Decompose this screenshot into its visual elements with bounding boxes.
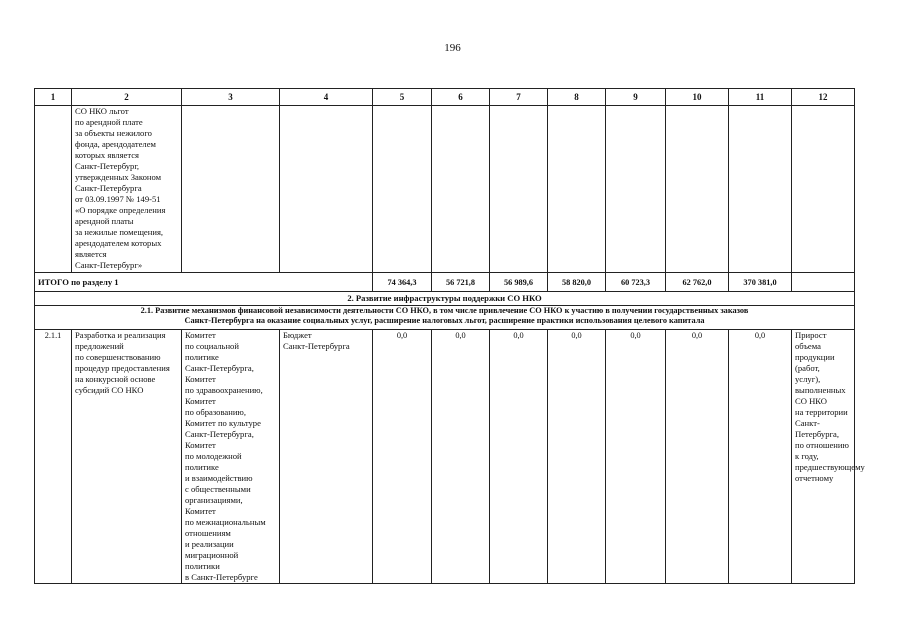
cell-empty <box>35 106 72 273</box>
total-label: ИТОГО по разделу 1 <box>35 273 373 292</box>
cell-empty <box>729 106 792 273</box>
total-value: 62 762,0 <box>666 273 729 292</box>
total-row <box>35 273 855 292</box>
cell-empty <box>490 106 548 273</box>
cell-empty <box>280 106 373 273</box>
cell-empty <box>792 273 855 292</box>
header-cell: 11 <box>729 89 792 106</box>
subsection-title: 2.1. Развитие механизмов финансовой независимости деятельности СО НКО, в том числе привлечение СО НКО к участию в получении государственных заказов Санкт-Петербурга на оказание социальных услуг, расширение налоговых льгот, расширение практики использования целевого капитала <box>35 306 855 330</box>
cell-empty <box>666 106 729 273</box>
section-title: 2. Развитие инфраструктуры поддержки СО НКО <box>35 292 855 306</box>
total-value: 58 820,0 <box>548 273 606 292</box>
year-value: 0,0 <box>548 330 606 584</box>
header-row <box>35 89 855 106</box>
section-row <box>35 292 855 306</box>
header-cell: 7 <box>490 89 548 106</box>
funding-source: Бюджет Санкт-Петербурга <box>280 330 373 584</box>
total-value: 56 721,8 <box>432 273 490 292</box>
total-value: 74 364,3 <box>373 273 432 292</box>
measure-name: Разработка и реализация предложений по совершенствованию процедур предоставления на конкурсной основе субсидий СО НКО <box>72 330 182 584</box>
cell-empty <box>373 106 432 273</box>
total-value: 60 723,3 <box>606 273 666 292</box>
header-cell: 5 <box>373 89 432 106</box>
header-cell: 8 <box>548 89 606 106</box>
continued-row <box>35 106 855 273</box>
header-cell: 12 <box>792 89 855 106</box>
header-cell: 1 <box>35 89 72 106</box>
total-value: 370 381,0 <box>729 273 792 292</box>
continued-name-cell: СО НКО льгот по арендной плате за объекты нежилого фонда, арендодателем которых является Санкт-Петербург, утвержденных Законом Санкт-Петербурга от 03.09.1997 № 149-51 «О порядке определения арендной платы за нежилые помещения, арендодателем которых является Санкт-Петербург» <box>72 106 182 273</box>
year-value: 0,0 <box>432 330 490 584</box>
page-number: 196 <box>444 42 461 54</box>
row-number: 2.1.1 <box>35 330 72 584</box>
header-cell: 6 <box>432 89 490 106</box>
header-cell: 4 <box>280 89 373 106</box>
cell-empty <box>182 106 280 273</box>
cell-empty <box>606 106 666 273</box>
header-cell: 9 <box>606 89 666 106</box>
header-cell: 2 <box>72 89 182 106</box>
row-2-1-1 <box>35 330 855 584</box>
year-value: 0,0 <box>729 330 792 584</box>
header-cell: 10 <box>666 89 729 106</box>
year-value: 0,0 <box>606 330 666 584</box>
program-table <box>34 88 865 584</box>
header-cell: 3 <box>182 89 280 106</box>
year-value: 0,0 <box>666 330 729 584</box>
executors: Комитет по социальной политике Санкт-Петербурга, Комитет по здравоохранению, Комитет по образованию, Комитет по культуре Санкт-Петербурга, Комитет по молодежной политике и взаимодействию с общественными организациями, Комитет по межнациональным отношениям и реализации миграционной политики в Санкт-Петербурге <box>182 330 280 584</box>
subsection-row <box>35 306 855 330</box>
expected-result: Прирост объема продукции (работ, услуг), выполненных СО НКО на территории Санкт-Петербурга, по отношению к году, предшествующему отчетному <box>792 330 855 584</box>
cell-empty <box>548 106 606 273</box>
year-value: 0,0 <box>490 330 548 584</box>
year-value: 0,0 <box>373 330 432 584</box>
cell-empty <box>792 106 855 273</box>
total-value: 56 989,6 <box>490 273 548 292</box>
cell-empty <box>432 106 490 273</box>
